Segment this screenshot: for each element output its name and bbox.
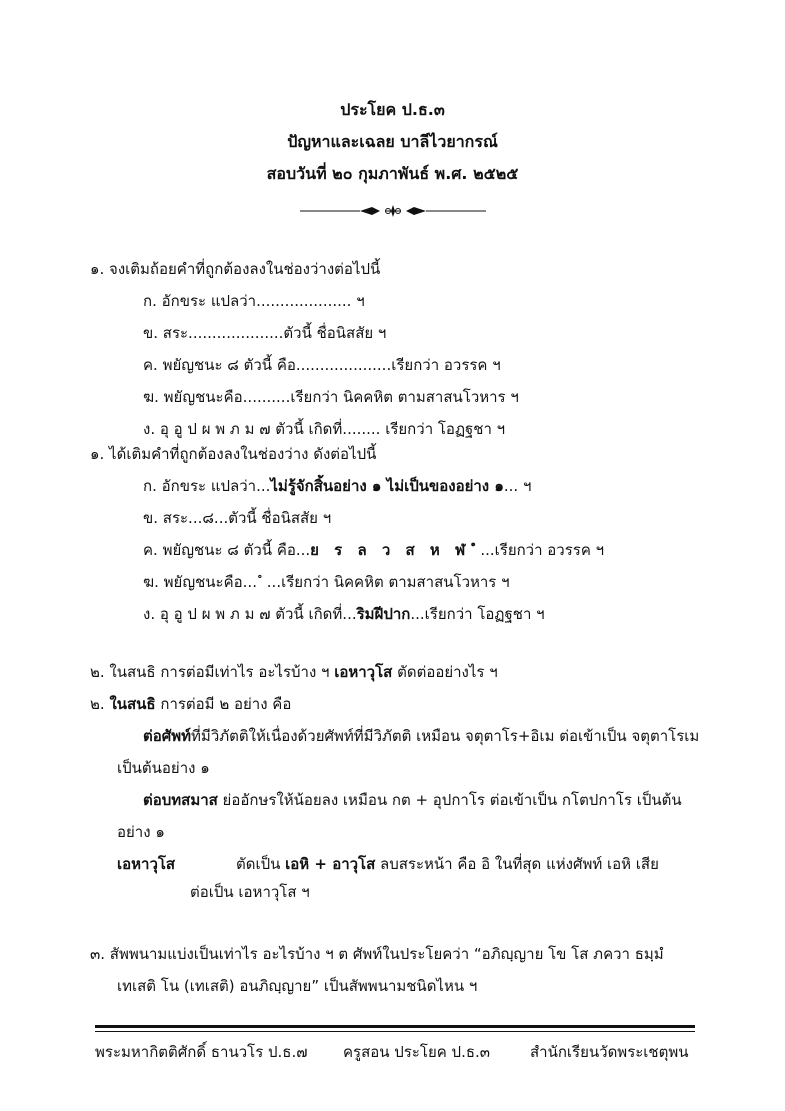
question-1-item-gh: ฆ. พยัญชนะคือ..........เรียกว่า นิคคหิต ตามสาสนโวหาร ฯ: [143, 388, 519, 406]
answer-1-item-kk-post: ...เรียกว่า อวรรค ฯ: [480, 541, 605, 559]
answer-1-item-ng: [143, 602, 545, 626]
answer-2-p1-term: ต่อศัพท์: [143, 727, 192, 745]
question-1-stem: ๑. จงเติมถ้อยคำที่ถูกต้องลงในช่องว่างต่อไปนี้: [90, 260, 381, 278]
answer-1-item-kk-answer: ย ร ล ว ส ห ฬ ํ: [310, 541, 481, 559]
answer-1-item-k-post: ... ฯ: [503, 477, 532, 495]
question-3-line-2: เทเสติ โน (เทเสติ) อนภิญฺญาย” เป็นสัพพนามชนิดไหน ฯ: [117, 977, 478, 995]
footer-rule-thick: [95, 1025, 695, 1028]
question-2-pre: ๒. ในสนธิ การต่อมีเท่าไร อะไรบ้าง ฯ: [90, 663, 335, 681]
answer-2-p1-text: ที่มีวิภัตติให้เนื่องด้วยศัพท์ที่มีวิภัตติ เหมือน จตุตาโร+อิเม ต่อเข้าเป็น จตุตาโรเม: [191, 727, 700, 745]
question-2-term: เอหาวุโส: [334, 663, 393, 681]
answer-2-p2-text: ย่ออักษรให้น้อยลง เหมือน กต + อุปกาโร ต่อเข้าเป็น กโตปกาโร เป็นต้น: [217, 791, 682, 809]
answer-2-stem-rest: การต่อมี ๒ อย่าง คือ: [155, 695, 292, 713]
question-1-item-kk: ค. พยัญชนะ ๘ ตัวนี้ คือ....................เรียกว่า อวรรค ฯ: [143, 356, 501, 374]
footer-rule-thin: [95, 1031, 695, 1032]
answer-1-item-ng-answer: ริมฝีปาก: [356, 605, 411, 623]
answer-2-paragraph-1-cont: เป็นต้นอย่าง ๑: [117, 759, 210, 777]
answer-1-item-kk-pre: ค. พยัญชนะ ๘ ตัวนี้ คือ...: [143, 541, 311, 559]
header-subject-line: ปัญหาและเฉลย บาลีไวยากรณ์: [287, 132, 498, 151]
question-2-post: ตัดต่ออย่างไร ฯ: [392, 663, 498, 681]
answer-2-p2-term: ต่อบทสมาส: [143, 791, 218, 809]
answer-1-item-k-answer: ไม่รู้จักสิ้นอย่าง ๑ ไม่เป็นของอย่าง ๑: [270, 477, 504, 495]
answer-2-stem: [90, 692, 291, 716]
answer-2-paragraph-2: [143, 788, 682, 812]
answer-1-item-k: [143, 474, 531, 498]
answer-2-paragraph-3: [236, 852, 659, 876]
answer-1-item-kk: [143, 538, 604, 562]
answer-2-paragraph-1: [143, 724, 699, 748]
answer-2-paragraph-3-label: เอหาวุโส: [117, 855, 176, 873]
question-3-line-1: ๓. สัพพนามแบ่งเป็นเท่าไร อะไรบ้าง ฯ ต ศัพท์ในประโยคว่า “อภิญฺญาย โข โส ภควา ธมฺมํ: [90, 945, 664, 963]
answer-2-term: ในสนธิ: [109, 695, 156, 713]
answer-1-item-k-pre: ก. อักขระ แปลว่า...: [143, 477, 271, 495]
answer-2-paragraph-3-cont: ต่อเป็น เอหาวุโส ฯ: [190, 883, 310, 901]
footer-role: ครูสอน ประโยค ป.ธ.๓: [343, 1043, 491, 1061]
ornament-divider-icon: [300, 204, 486, 218]
answer-2-p3-term: เอหิ + อาวุโส: [285, 855, 376, 873]
answer-1-item-kh: ข. สระ...๘...ตัวนี้ ชื่อนิสสัย ฯ: [143, 509, 332, 527]
answer-1-item-gh: ฆ. พยัญชนะคือ... ํ ...เรียกว่า นิคคหิต ตามสาสนโวหาร ฯ: [143, 573, 510, 591]
answer-1-item-ng-post: ...เรียกว่า โอฏฐชา ฯ: [410, 605, 545, 623]
footer-institution: สำนักเรียนวัดพระเชตุพน: [530, 1043, 689, 1061]
answer-2-paragraph-2-cont: อย่าง ๑: [117, 823, 165, 841]
answer-2-number: ๒.: [90, 695, 110, 713]
question-1-item-kh: ข. สระ....................ตัวนี้ ชื่อนิสสัย ฯ: [143, 324, 387, 342]
answer-2-p3-text: ลบสระหน้า คือ อิ ในที่สุด แห่งศัพท์ เอหิ เสีย: [375, 855, 659, 873]
question-1-item-ng: ง. อุ อู ป ผ พ ภ ม ๗ ตัวนี้ เกิดที่........ เรียกว่า โอฏฐชา ฯ: [143, 420, 506, 438]
header-class-line: ประโยค ป.ธ.๓: [340, 100, 445, 119]
question-1-item-k: ก. อักขระ แปลว่า.................... ฯ: [143, 292, 365, 310]
question-2-stem: [90, 660, 498, 684]
answer-1-item-ng-pre: ง. อุ อู ป ผ พ ภ ม ๗ ตัวนี้ เกิดที่...: [143, 605, 357, 623]
answer-1-stem: ๑. ได้เติมคำที่ถูกต้องลงในช่องว่าง ดังต่อไปนี้: [90, 445, 377, 463]
footer-author: พระมหากิตติศักดิ์ ธานวโร ป.ธ.๗: [95, 1043, 308, 1061]
answer-2-p3-pre: ตัดเป็น: [236, 855, 286, 873]
header-exam-date-line: สอบวันที่ ๒๐ กุมภาพันธ์ พ.ศ. ๒๕๒๕: [266, 164, 519, 183]
